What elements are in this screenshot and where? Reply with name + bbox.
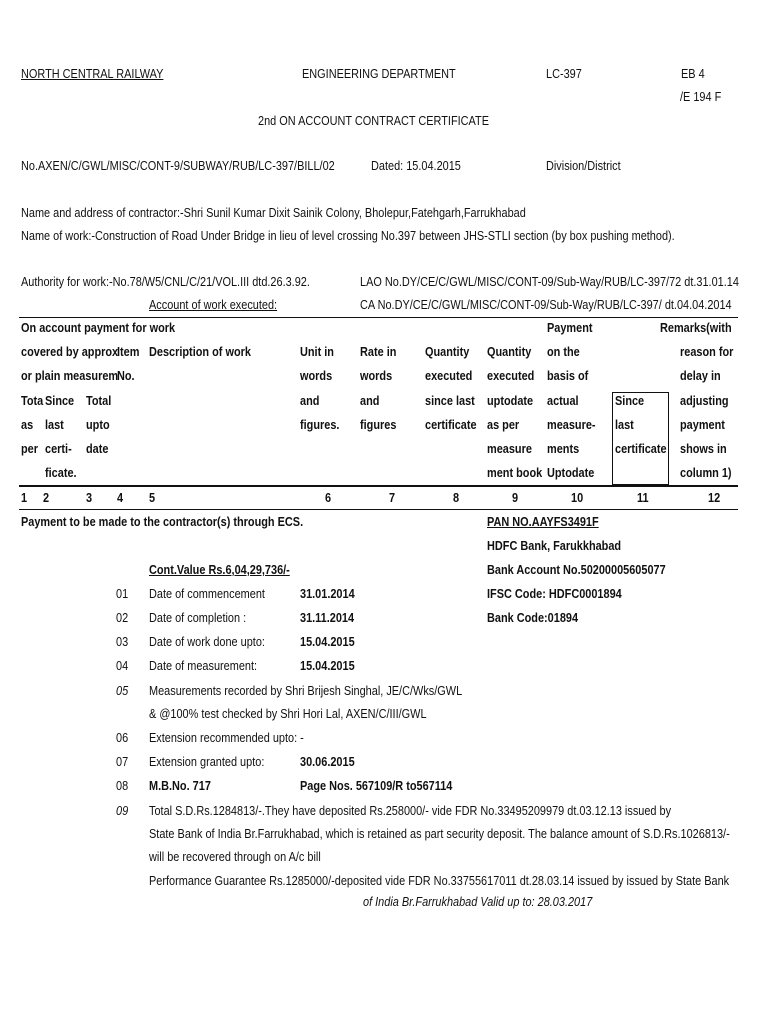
- col7-line-2: words: [360, 368, 393, 383]
- col6-line-2: words: [300, 368, 333, 383]
- col1-line-4: as: [21, 417, 34, 432]
- col6-line-4: figures.: [300, 417, 340, 432]
- col11-line-1: Since: [615, 393, 645, 408]
- column-number-rule: [19, 509, 738, 510]
- col10-line-1: on the: [547, 344, 580, 359]
- item-04-label: Date of measurement:: [149, 658, 258, 673]
- col3-line-3: date: [86, 441, 109, 456]
- col8-line-3: since last: [425, 393, 475, 408]
- col1-line-1: covered by approx: [21, 344, 119, 359]
- item-04-number: 04: [116, 658, 129, 673]
- payment-instruction: Payment to be made to the contractor(s) through ECS.: [21, 514, 304, 529]
- col-number-9: 9: [512, 490, 519, 505]
- item-09-number: 09: [116, 803, 129, 818]
- form-eb: EB 4: [681, 66, 705, 81]
- item-07-value: 30.06.2015: [300, 754, 355, 769]
- on-account-heading: On account payment for work: [21, 320, 176, 335]
- certificate-title: 2nd ON ACCOUNT CONTRACT CERTIFICATE: [258, 113, 489, 128]
- col-number-6: 6: [325, 490, 332, 505]
- col-number-3: 3: [86, 490, 93, 505]
- ifsc-code: IFSC Code: HDFC0001894: [487, 586, 622, 601]
- item-01-label: Date of commencement: [149, 586, 265, 601]
- account-executed: Account of work executed:: [149, 297, 278, 312]
- col12-line-4: payment: [680, 417, 725, 432]
- item-05-number: 05: [116, 683, 129, 698]
- col2-line-4: ficate.: [45, 465, 77, 480]
- item-06-label: Extension recommended upto: -: [149, 730, 304, 745]
- col5-description: Description of work: [149, 344, 251, 359]
- item-08-number: 08: [116, 778, 129, 793]
- work-line: Name of work:-Construction of Road Under Bridge in lieu of level crossing No.397 between JHS-STLI section (by box pushing method).: [21, 228, 675, 243]
- col8-line-4: certificate: [425, 417, 477, 432]
- railway-name: NORTH CENTRAL RAILWAY: [21, 66, 164, 81]
- col8-line-2: executed: [425, 368, 473, 383]
- col10-line-4: measure-: [547, 417, 596, 432]
- item-08-value: Page Nos. 567109/R to567114: [300, 778, 453, 793]
- col10-line-6: Uptodate: [547, 465, 595, 480]
- form-e194: /E 194 F: [680, 89, 722, 104]
- item-02-value: 31.11.2014: [300, 610, 355, 625]
- table-top-rule: [19, 317, 738, 318]
- item-07-label: Extension granted upto:: [149, 754, 265, 769]
- bank-code: Bank Code:01894: [487, 610, 579, 625]
- col9-line-2: executed: [487, 368, 535, 383]
- payment-split-right: [668, 393, 669, 485]
- col7-line-3: and: [360, 393, 380, 408]
- item-03-label: Date of work done upto:: [149, 634, 265, 649]
- col4-line-1: Item: [117, 344, 140, 359]
- item-09-line-2: State Bank of India Br.Farrukhabad, which is retained as part security deposit. The balance amount of S.D.Rs.1026813/-: [149, 826, 730, 841]
- item-05-line-2: & @100% test checked by Shri Hori Lal, AXEN/C/III/GWL: [149, 706, 427, 721]
- col-number-12: 12: [708, 490, 721, 505]
- col3-line-1: Total: [86, 393, 112, 408]
- col-number-10: 10: [571, 490, 584, 505]
- item-09-line-4: Performance Guarantee Rs.1285000/-deposited vide FDR No.33755617011 dt.28.03.14 issued by issued by State Bank: [149, 873, 730, 888]
- item-05-line-1: Measurements recorded by Shri Brijesh Singhal, JE/C/Wks/GWL: [149, 683, 463, 698]
- col1-line-5: per: [21, 441, 38, 456]
- authority-line: Authority for work:-No.78/W5/CNL/C/21/VOL.III dtd.26.3.92.: [21, 274, 310, 289]
- item-07-number: 07: [116, 754, 129, 769]
- col9-line-1: Quantity: [487, 344, 532, 359]
- item-02-number: 02: [116, 610, 129, 625]
- certificate-date: Dated: 15.04.2015: [371, 158, 461, 173]
- lao-line: LAO No.DY/CE/C/GWL/MISC/CONT-09/Sub-Way/RUB/LC-397/72 dt.31.01.14: [360, 274, 739, 289]
- col9-line-3: uptodate: [487, 393, 534, 408]
- lc-number: LC-397: [546, 66, 582, 81]
- bank-account: Bank Account No.50200005605077: [487, 562, 666, 577]
- col12-line-2: delay in: [680, 368, 721, 383]
- col9-line-4: as per: [487, 417, 520, 432]
- item-06-number: 06: [116, 730, 129, 745]
- remarks-heading: Remarks(with: [660, 320, 732, 335]
- col2-line-3: certi-: [45, 441, 72, 456]
- item-01-number: 01: [116, 586, 129, 601]
- col9-line-5: measure: [487, 441, 532, 456]
- item-02-label: Date of completion :: [149, 610, 247, 625]
- col10-line-3: actual: [547, 393, 579, 408]
- col-number-7: 7: [389, 490, 396, 505]
- col11-line-3: certificate: [615, 441, 667, 456]
- col-number-8: 8: [453, 490, 460, 505]
- col7-line-1: Rate in: [360, 344, 397, 359]
- payment-split-left: [612, 393, 613, 485]
- col12-line-1: reason for: [680, 344, 734, 359]
- col10-line-5: ments: [547, 441, 580, 456]
- col3-line-2: upto: [86, 417, 110, 432]
- col8-line-1: Quantity: [425, 344, 470, 359]
- col12-line-3: adjusting: [680, 393, 729, 408]
- item-03-value: 15.04.2015: [300, 634, 355, 649]
- col1-line-2: or plain measurem: [21, 368, 119, 383]
- item-01-value: 31.01.2014: [300, 586, 355, 601]
- department-name: ENGINEERING DEPARTMENT: [302, 66, 456, 81]
- item-03-number: 03: [116, 634, 129, 649]
- ca-line: CA No.DY/CE/C/GWL/MISC/CONT-09/Sub-Way/RUB/LC-397/ dt.04.04.2014: [360, 297, 732, 312]
- payment-heading: Payment: [547, 320, 593, 335]
- col10-line-2: basis of: [547, 368, 589, 383]
- item-09-line-3: will be recovered through on A/c bill: [149, 849, 321, 864]
- payment-split-bottom: [612, 484, 669, 485]
- col2-line-1: Since: [45, 393, 75, 408]
- contractor-line: Name and address of contractor:-Shri Sunil Kumar Dixit Sainik Colony, Bholepur,Fatehgarh,Farrukhabad: [21, 205, 526, 220]
- col-number-1: 1: [21, 490, 28, 505]
- col11-line-2: last: [615, 417, 634, 432]
- table-header-rule: [19, 485, 738, 487]
- col-number-2: 2: [43, 490, 50, 505]
- item-04-value: 15.04.2015: [300, 658, 355, 673]
- col-number-11: 11: [637, 490, 649, 505]
- item-09-validity: of India Br.Farrukhabad Valid up to: 28.03.2017: [363, 894, 593, 909]
- item-08-label: M.B.No. 717: [149, 778, 211, 793]
- col7-line-4: figures: [360, 417, 397, 432]
- item-09-line-1: Total S.D.Rs.1284813/-.They have deposited Rs.258000/- vide FDR No.33495209979 dt.03.12.13 issued by: [149, 803, 672, 818]
- pan-number: PAN NO.AAYFS3491F: [487, 514, 599, 529]
- division-district: Division/District: [546, 158, 621, 173]
- contract-value: Cont.Value Rs.6,04,29,736/-: [149, 562, 290, 577]
- col2-line-2: last: [45, 417, 64, 432]
- col12-line-5: shows in: [680, 441, 727, 456]
- col1-line-3: Tota: [21, 393, 44, 408]
- col6-line-3: and: [300, 393, 320, 408]
- col4-line-2: No.: [117, 368, 135, 383]
- col-number-4: 4: [117, 490, 124, 505]
- col-number-5: 5: [149, 490, 156, 505]
- col6-line-1: Unit in: [300, 344, 334, 359]
- certificate-number: No.AXEN/C/GWL/MISC/CONT-9/SUBWAY/RUB/LC-397/BILL/02: [21, 158, 335, 173]
- col9-line-6: ment book: [487, 465, 543, 480]
- col12-line-6: column 1): [680, 465, 732, 480]
- bank-name: HDFC Bank, Farukkhabad: [487, 538, 622, 553]
